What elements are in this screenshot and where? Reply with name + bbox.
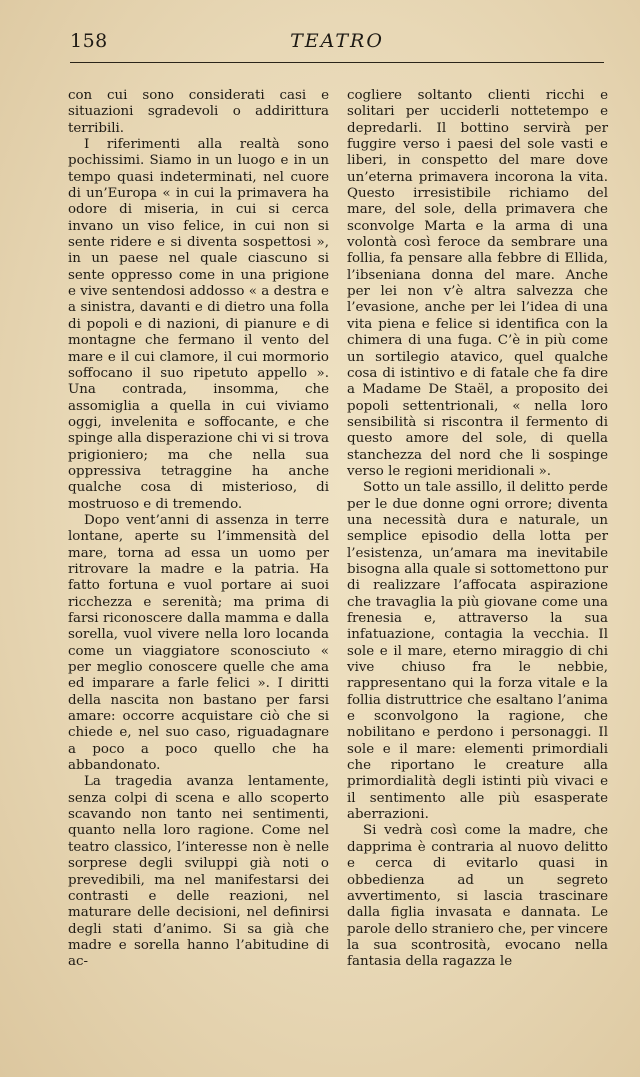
page-header <box>70 30 604 56</box>
left-column <box>68 88 329 1063</box>
running-title: TEATRO <box>290 30 384 52</box>
right-column <box>347 88 608 1063</box>
paragraph: I riferimenti alla realtà sono pochissimi. Siamo in un luogo e in un tempo quasi indeterminati, nel cuore di un’Europa « in cui la primavera ha odore di miseria, in cui si cerca invano un viso felice, in cui non si sente ridere e si diventa sospettosi », in un paese nel quale ciascuno si sente oppresso come in una prigione e vive sentendosi addosso « a destra e a sinistra, davanti e di dietro una folla di popoli e di nazioni, di pianure e di montagne che fermano il vento del mare e il cui clamore, il cui mormorio soffocano il suo ripetuto appello ». Una contrada, insomma, che assomiglia a quella in cui viviamo oggi, invelenita e soffocante, e che spinge alla disperazione chi vi si trova prigioniero; ma che nella sua oppressiva tetraggine ha anche qualche cosa di misterioso, di mostruoso e di tremendo. <box>68 137 329 512</box>
paragraph: cogliere soltanto clienti ricchi e solitari per ucciderli nottetempo e depredarli. Il bottino servirà per fuggire verso i paesi del sole vasti e liberi, in conspetto del mare dove un’eterna primavera incorona la vita. Questo irresistibile richiamo del mare, del sole, della primavera che sconvolge Marta e la arma di una volontà così feroce da sembrare una follia, fa pensare alla febbre di Ellida, l’ibseniana donna del mare. Anche per lei non v’è altra salvezza che l’evasione, anche per lei l’idea di una vita piena e felice si identifica con la chimera di una fuga. C’è in più come un sortilegio atavico, quel qualche cosa di istintivo e di fatale che fa dire a Madame De Staël, a proposito dei popoli settentrionali, « nella loro sensibilità si riscontra il fermento di questo amore del sole, di quella stanchezza del nord che li sospinge verso le regioni meridionali ». <box>347 88 608 479</box>
paragraph: Si vedrà così come la madre, che dapprima è contraria al nuovo delitto e cerca di evitarlo quasi in obbedienza ad un segreto avvertimento, si lascia trascinare dalla figlia invasata e dannata. Le parole dello straniero che, per vincere la sua scontrosità, evocano nella fantasia della ragazza le <box>347 823 608 970</box>
paragraph: Sotto un tale assillo, il delitto perde per le due donne ogni orrore; diventa una necessità dura e naturale, un semplice episodio della lotta per l’esistenza, un’amara ma inevitabile bisogna alla quale si sottomettono pur di realizzare l’affocata aspirazione che travaglia la più giovane come una frenesia e, attraverso la sua infatuazione, contagia la vecchia. Il sole e il mare, eterno miraggio di chi vive chiuso fra le nebbie, rappresentano qui la forza vitale e la follia distruttrice che esaltano l’anima e sconvolgono la ragione, che nobilitano e perdono i personaggi. Il sole e il mare: elementi primordiali che riportano le creature alla primordialità degli istinti più vivaci e il sentimento alle più esasperate aberrazioni. <box>347 480 608 823</box>
paragraph: Dopo vent’anni di assenza in terre lontane, aperte su l’immensità del mare, torna ad essa un uomo per ritrovare la madre e la patria. Ha fatto fortuna e vuol portare ai suoi ricchezza e serenità; ma prima di farsi riconoscere dalla mamma e dalla sorella, vuol vivere nella loro locanda come un viaggiatore sconosciuto « per meglio conoscere quelle che ama ed imparare a farle felici ». I diritti della nascita non bastano per farsi amare: occorre acquistare ciò che si chiede e, nel suo caso, riguadagnare a poco a poco quello che ha abbandonato. <box>68 512 329 774</box>
page-number: 158 <box>70 30 108 52</box>
text-columns <box>68 88 608 1063</box>
header-rule <box>70 62 604 63</box>
paragraph: La tragedia avanza lentamente, senza colpi di scena e allo scoperto scavando non tanto nei sentimenti, quanto nella loro ragione. Come nel teatro classico, l’interesse non è nelle sorprese degli sviluppi già noti o prevedibili, ma nel manifestarsi dei contrasti e delle reazioni, nel maturare delle decisioni, nel definirsi degli stati d’animo. Si sa già che madre e sorella hanno l’abitudine di ac- <box>68 774 329 970</box>
paragraph: con cui sono considerati casi e situazioni sgradevoli o addirittura terribili. <box>68 88 329 136</box>
